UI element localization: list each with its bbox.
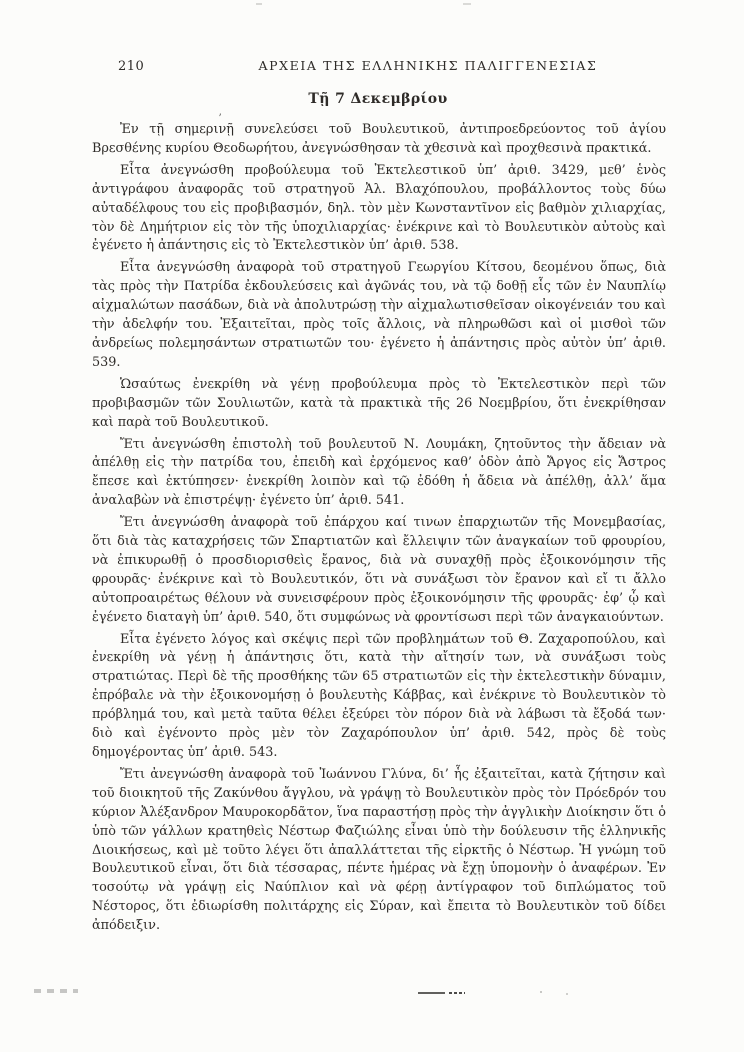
running-title: ΑΡΧΕΙΑ ΤΗΣ ΕΛΛΗΝΙΚΗΣ ΠΑΛΙΓΓΕΝΕΣΙΑΣ (258, 58, 598, 73)
page-header (90, 58, 666, 78)
body-paragraph: Ἔτι ἀνεγνώσθη ἀναφορὰ τοῦ Ἰωάννου Γλύνα, δι’ ἧς ἐξαιτεῖται, κατὰ ζήτησιν καὶ τοῦ διοικητοῦ τῆς Ζακύνθου ἄγγλου, νὰ γράψῃ τὸ Βουλευτικὸν πρὸς τὸν Πρόεδρόν του κύριον Ἀλέξανδρον Μαυροκορδᾶτον, ἵνα παραστήσῃ πρὸς τὴν ἀγγλικὴν Διοίκησιν ὅτι ὁ ὑπὸ τῶν γάλλων κρατηθεὶς Νέστωρ Φαζιώλης εἶναι ὑπὸ τὴν δούλευσιν τῆς ἑλληνικῆς Διοικήσεως, καὶ μὲ τοῦτο λέγει ὅτι ἀπαλλάττεται τῆς εἱρκτῆς ὁ Νέστωρ. Ἡ γνώμη τοῦ Βουλευτικοῦ εἶναι, ὅτι διὰ τέσσαρας, πέντε ἡμέρας νὰ ἔχῃ ὑπομονὴν ὁ ἀναφέρων. Ἐν τοσούτῳ νὰ γράψῃ εἰς Ναύπλιον καὶ νὰ φέρῃ ἀντίγραφον τοῦ διπλώματος τοῦ Νέστορος, ὅτι ἐδιωρίσθη πολιτάρχης εἰς Σύραν, καὶ ἔπειτα τὸ Βουλευτικὸν τοῦ δίδει ἀπόδειξιν. (92, 766, 666, 934)
body-paragraph: Ἐν τῇ σημερινῇ συνελεύσει τοῦ Βουλευτικοῦ, ἀντιπροεδρεύοντος τοῦ ἁγίου Βρεσθένης κυρίου Θεοδωρήτου, ἀνεγνώσθησαν τὰ χθεσινὰ καὶ προχθεσινὰ πρακτικά. (92, 122, 666, 156)
end-rule-dots (449, 992, 465, 994)
body-paragraph: Ἔτι ἀνεγνώσθη ἐπιστολὴ τοῦ βουλευτοῦ Ν. Λουμάκη, ζητοῦντος τὴν ἄδειαν νὰ ἀπέλθῃ εἰς τὴν πατρίδα του, ἐπειδὴ καὶ ἐρχόμενος καθ’ ὁδὸν ἀπὸ Ἄργος εἰς Ἄστρος ἔπεσε καὶ ἐκτύπησεν· ἐνεκρίθη λοιπὸν καὶ τῷ ἐδόθη ἡ ἄδεια νὰ ἀπέλθῃ, ἀλλ’ ἅμα ἀναλαβὼν νὰ ἐπιστρέψῃ· ἐγένετο ὑπ’ ἀριθ. 541. (92, 436, 666, 509)
scan-speck (256, 3, 262, 5)
scan-smudge-bottom-left (34, 989, 78, 993)
body-paragraph: Ὡσαύτως ἐνεκρίθη νὰ γένῃ προβούλευμα πρὸς τὸ Ἐκτελεστικὸν περὶ τῶν προβιβασμῶν τῶν Σουλιωτῶν, κατὰ τὰ πρακτικὰ τῆς 26 Νοεμβρίου, ὅτι ἐνεκρίθησαν καὶ παρὰ τοῦ Βουλευτικοῦ. (92, 376, 666, 430)
end-of-session-rule (418, 992, 445, 994)
scan-speck (540, 991, 542, 993)
body-paragraph: Εἶτα ἀνεγνώσθη ἀναφορὰ τοῦ στρατηγοῦ Γεωργίου Κίτσου, δεομένου ὅπως, διὰ τὰς πρὸς τὴν Πατρίδα ἐκδουλεύσεις καὶ ἀγῶνάς του, νὰ τῷ δοθῇ εἷς τῶν ἐν Ναυπλίῳ αἰχμαλώτων πασάδων, διὰ νὰ ἀπολυτρώσῃ τὴν αἰχμαλωτισθεῖσαν οἰκογένειάν του καὶ τὴν ἀδελφήν του. Ἐξαιτεῖται, πρὸς τοῖς ἄλλοις, νὰ πληρωθῶσι καὶ οἱ μισθοὶ τῶν ἀνδρείως πολεμησάντων στρατιωτῶν του· ἐγένετο ἡ ἀπάντησις πρὸς αὐτὸν ὑπ’ ἀριθ. 539. (92, 260, 666, 370)
scan-speck (566, 993, 568, 995)
section-heading-date: Τῇ 7 Δεκεμβρίου (308, 91, 448, 107)
page-number: 210 (118, 59, 145, 74)
scan-speck (463, 3, 471, 5)
body-paragraph: Εἶτα ἐγένετο λόγος καὶ σκέψις περὶ τῶν προβλημάτων τοῦ Θ. Ζαχαροπούλου, καὶ ἐνεκρίθη νὰ γένῃ ἡ ἀπάντησις ὅτι, κατὰ τὴν αἴτησίν των, νὰ συνάξωσι τοὺς στρατιώτας. Περὶ δὲ τῆς προσθήκης τῶν 65 στρατιωτῶν εἰς τὴν ἐκτελεστικὴν δύναμιν, ἐπρόβαλε νὰ τὴν ἐξοικονομήσῃ ὁ βουλευτὴς Κάββας, καὶ ἐνέκρινε τὸ Βουλευτικὸν τὸ πρόβλημά του, καὶ μετὰ ταῦτα θέλει ἐξεύρει τὸν πόρον διὰ νὰ λάβωσι τὰ ἔξοδά των· διὸ καὶ ἐγένοντο πρὸς μὲν τὸν Ζαχαρόπουλον ὑπ’ ἀριθ. 542, πρὸς δὲ τοὺς δημογέροντας ὑπ’ ἀριθ. 543. (92, 631, 666, 760)
stray-apostrophe-mark: ʼ (218, 112, 222, 125)
body-paragraph: Ἔτι ἀνεγνώσθη ἀναφορὰ τοῦ ἐπάρχου καί τινων ἐπαρχιωτῶν τῆς Μονεμβασίας, ὅτι διὰ τὰς καταχρήσεις τῶν Σπαρτιατῶν καὶ ἔλλειψιν τῶν ἀναγκαίων τοῦ φρουρίου, νὰ ἐπικυρωθῇ ὁ προσδιορισθεὶς ἔρανος, διὰ νὰ συναχθῇ πρὸς ἐξοικονόμησιν τῆς φρουρᾶς· ἐνέκρινε καὶ τὸ Βουλευτικόν, ὅτι νὰ συνάξωσι τὸν ἔρανον καὶ εἴ τι ἄλλο αὐτοπροαιρέτως θέλουν νὰ συνεισφέρουν πρὸς ἐξοικονόμησιν τῆς φρουρᾶς· ἐφ’ ᾧ καὶ ἐγένετο διαταγὴ ὑπ’ ἀριθ. 540, ὅτι συμφώνως νὰ φροντίσωσι περὶ τῶν ἀναγκαιούντων. (92, 515, 666, 625)
minutes-body (92, 121, 666, 939)
body-paragraph: Εἶτα ἀνεγνώσθη προβούλευμα τοῦ Ἐκτελεστικοῦ ὑπ’ ἀριθ. 3429, μεθ’ ἑνὸς ἀντιγράφου ἀναφορᾶς τοῦ στρατηγοῦ Ἀλ. Βλαχόπουλου, προβάλλοντος τοὺς δύω αὐταδέλφους του εἰς προβιβασμόν, δηλ. τὸν μὲν Κωνσταντῖνον εἰς βαθμὸν χιλιαρχίας, τὸν δὲ Δημήτριον εἰς τὸν τῆς ὑποχιλιαρχίας· ἐνέκρινε καὶ τὸ Βουλευτικὸν αὐτοὺς καὶ ἐγένετο ἡ ἀπάντησις εἰς τὸ Ἐκτελεστικὸν ὑπ’ ἀριθ. 538. (92, 162, 666, 254)
